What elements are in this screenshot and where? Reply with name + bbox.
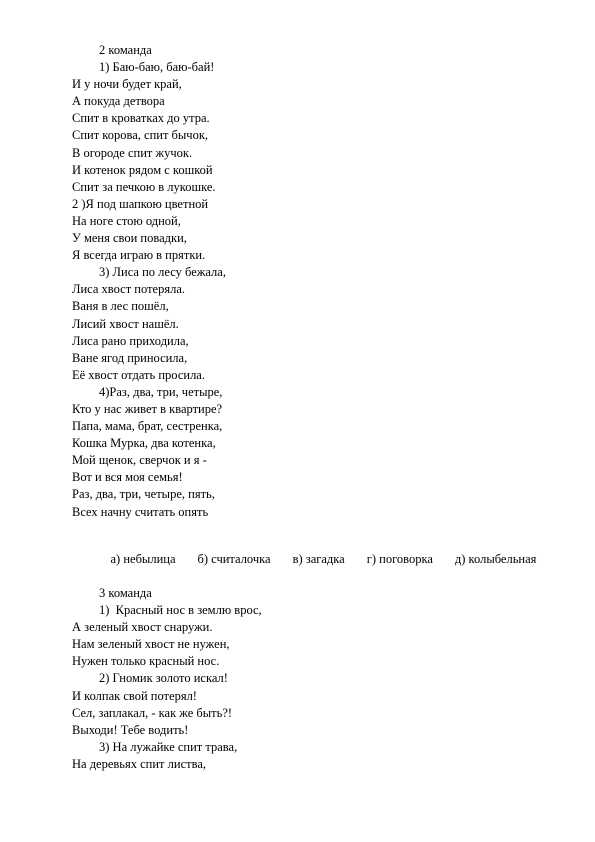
answer-option: г) поговорка bbox=[366, 552, 433, 567]
verse-line: И у ночи будет край, bbox=[72, 77, 182, 92]
verse-line: Раз, два, три, четыре, пять, bbox=[72, 487, 215, 502]
verse-line: 1) Красный нос в землю врос, bbox=[99, 603, 262, 618]
verse-line: Вот и вся моя семья! bbox=[72, 470, 183, 485]
verse-line: 3) На лужайке спит трава, bbox=[99, 739, 238, 754]
verse-line: И колпак свой потерял! bbox=[72, 688, 197, 703]
verse-line: У меня свои повадки, bbox=[72, 231, 187, 246]
answer-option: а) небылица bbox=[110, 552, 176, 567]
verse-line: 2) Гномик золото искал! bbox=[99, 671, 228, 686]
verse-line: А зеленый хвост снаружи. bbox=[72, 620, 213, 635]
team2-section bbox=[72, 42, 552, 521]
verse-line: На ноге стою одной, bbox=[72, 213, 181, 228]
verse-line: Ване ягод приносила, bbox=[72, 350, 188, 365]
verse-line: Кто у нас живет в квартире? bbox=[72, 401, 223, 416]
verse-line: Нам зеленый хвост не нужен, bbox=[72, 637, 230, 652]
verse-line: Нужен только красный нос. bbox=[72, 654, 220, 669]
team3-heading: 3 команда bbox=[99, 586, 152, 600]
verse-line: Лиса хвост потеряла. bbox=[72, 282, 186, 297]
answer-option: б) считалочка bbox=[197, 552, 271, 567]
verse-line: Всех начну считать опять bbox=[72, 504, 209, 519]
verse-line: Сел, заплакал, - как же быть?! bbox=[72, 705, 233, 720]
answer-option: в) загадка bbox=[292, 552, 345, 567]
verse-line: Спит за печкою в лукошке. bbox=[72, 179, 216, 194]
verse-line: Спит корова, спит бычок, bbox=[72, 128, 209, 143]
verse-line: 3) Лиса по лесу бежала, bbox=[99, 265, 226, 280]
answer-option: д) колыбельная bbox=[454, 552, 537, 567]
verse-line: На деревьях спит листва, bbox=[72, 756, 206, 771]
verse-line: Кошка Мурка, два котенка, bbox=[72, 436, 216, 451]
verse-line: Мой щенок, сверчок и я - bbox=[72, 453, 207, 468]
verse-line: А покуда детвора bbox=[72, 94, 165, 109]
team3-section bbox=[72, 585, 552, 773]
verse-line: Спит в кроватках до утра. bbox=[72, 111, 210, 126]
verse-line: И котенок рядом с кошкой bbox=[72, 162, 213, 177]
verse-line: Я всегда играю в прятки. bbox=[72, 248, 206, 263]
verse-line: 2 )Я под шапкою цветной bbox=[72, 196, 209, 211]
verse-line: Папа, мама, брат, сестренка, bbox=[72, 419, 223, 434]
verse-line: 4)Раз, два, три, четыре, bbox=[99, 384, 223, 399]
verse-line: Лисий хвост нашёл. bbox=[72, 316, 179, 331]
team3-verses bbox=[72, 602, 552, 773]
team2-verses bbox=[72, 59, 552, 521]
team2-heading: 2 команда bbox=[99, 43, 152, 57]
verse-line: Выходи! Тебе водить! bbox=[72, 722, 189, 737]
verse-line: Её хвост отдать просила. bbox=[72, 367, 205, 382]
verse-line: 1) Баю-баю, баю-бай! bbox=[99, 60, 215, 75]
verse-line: Ваня в лес пошёл, bbox=[72, 299, 169, 314]
verse-line: В огороде спит жучок. bbox=[72, 145, 193, 160]
answer-options bbox=[98, 534, 558, 567]
verse-line: Лиса рано приходила, bbox=[72, 333, 189, 348]
